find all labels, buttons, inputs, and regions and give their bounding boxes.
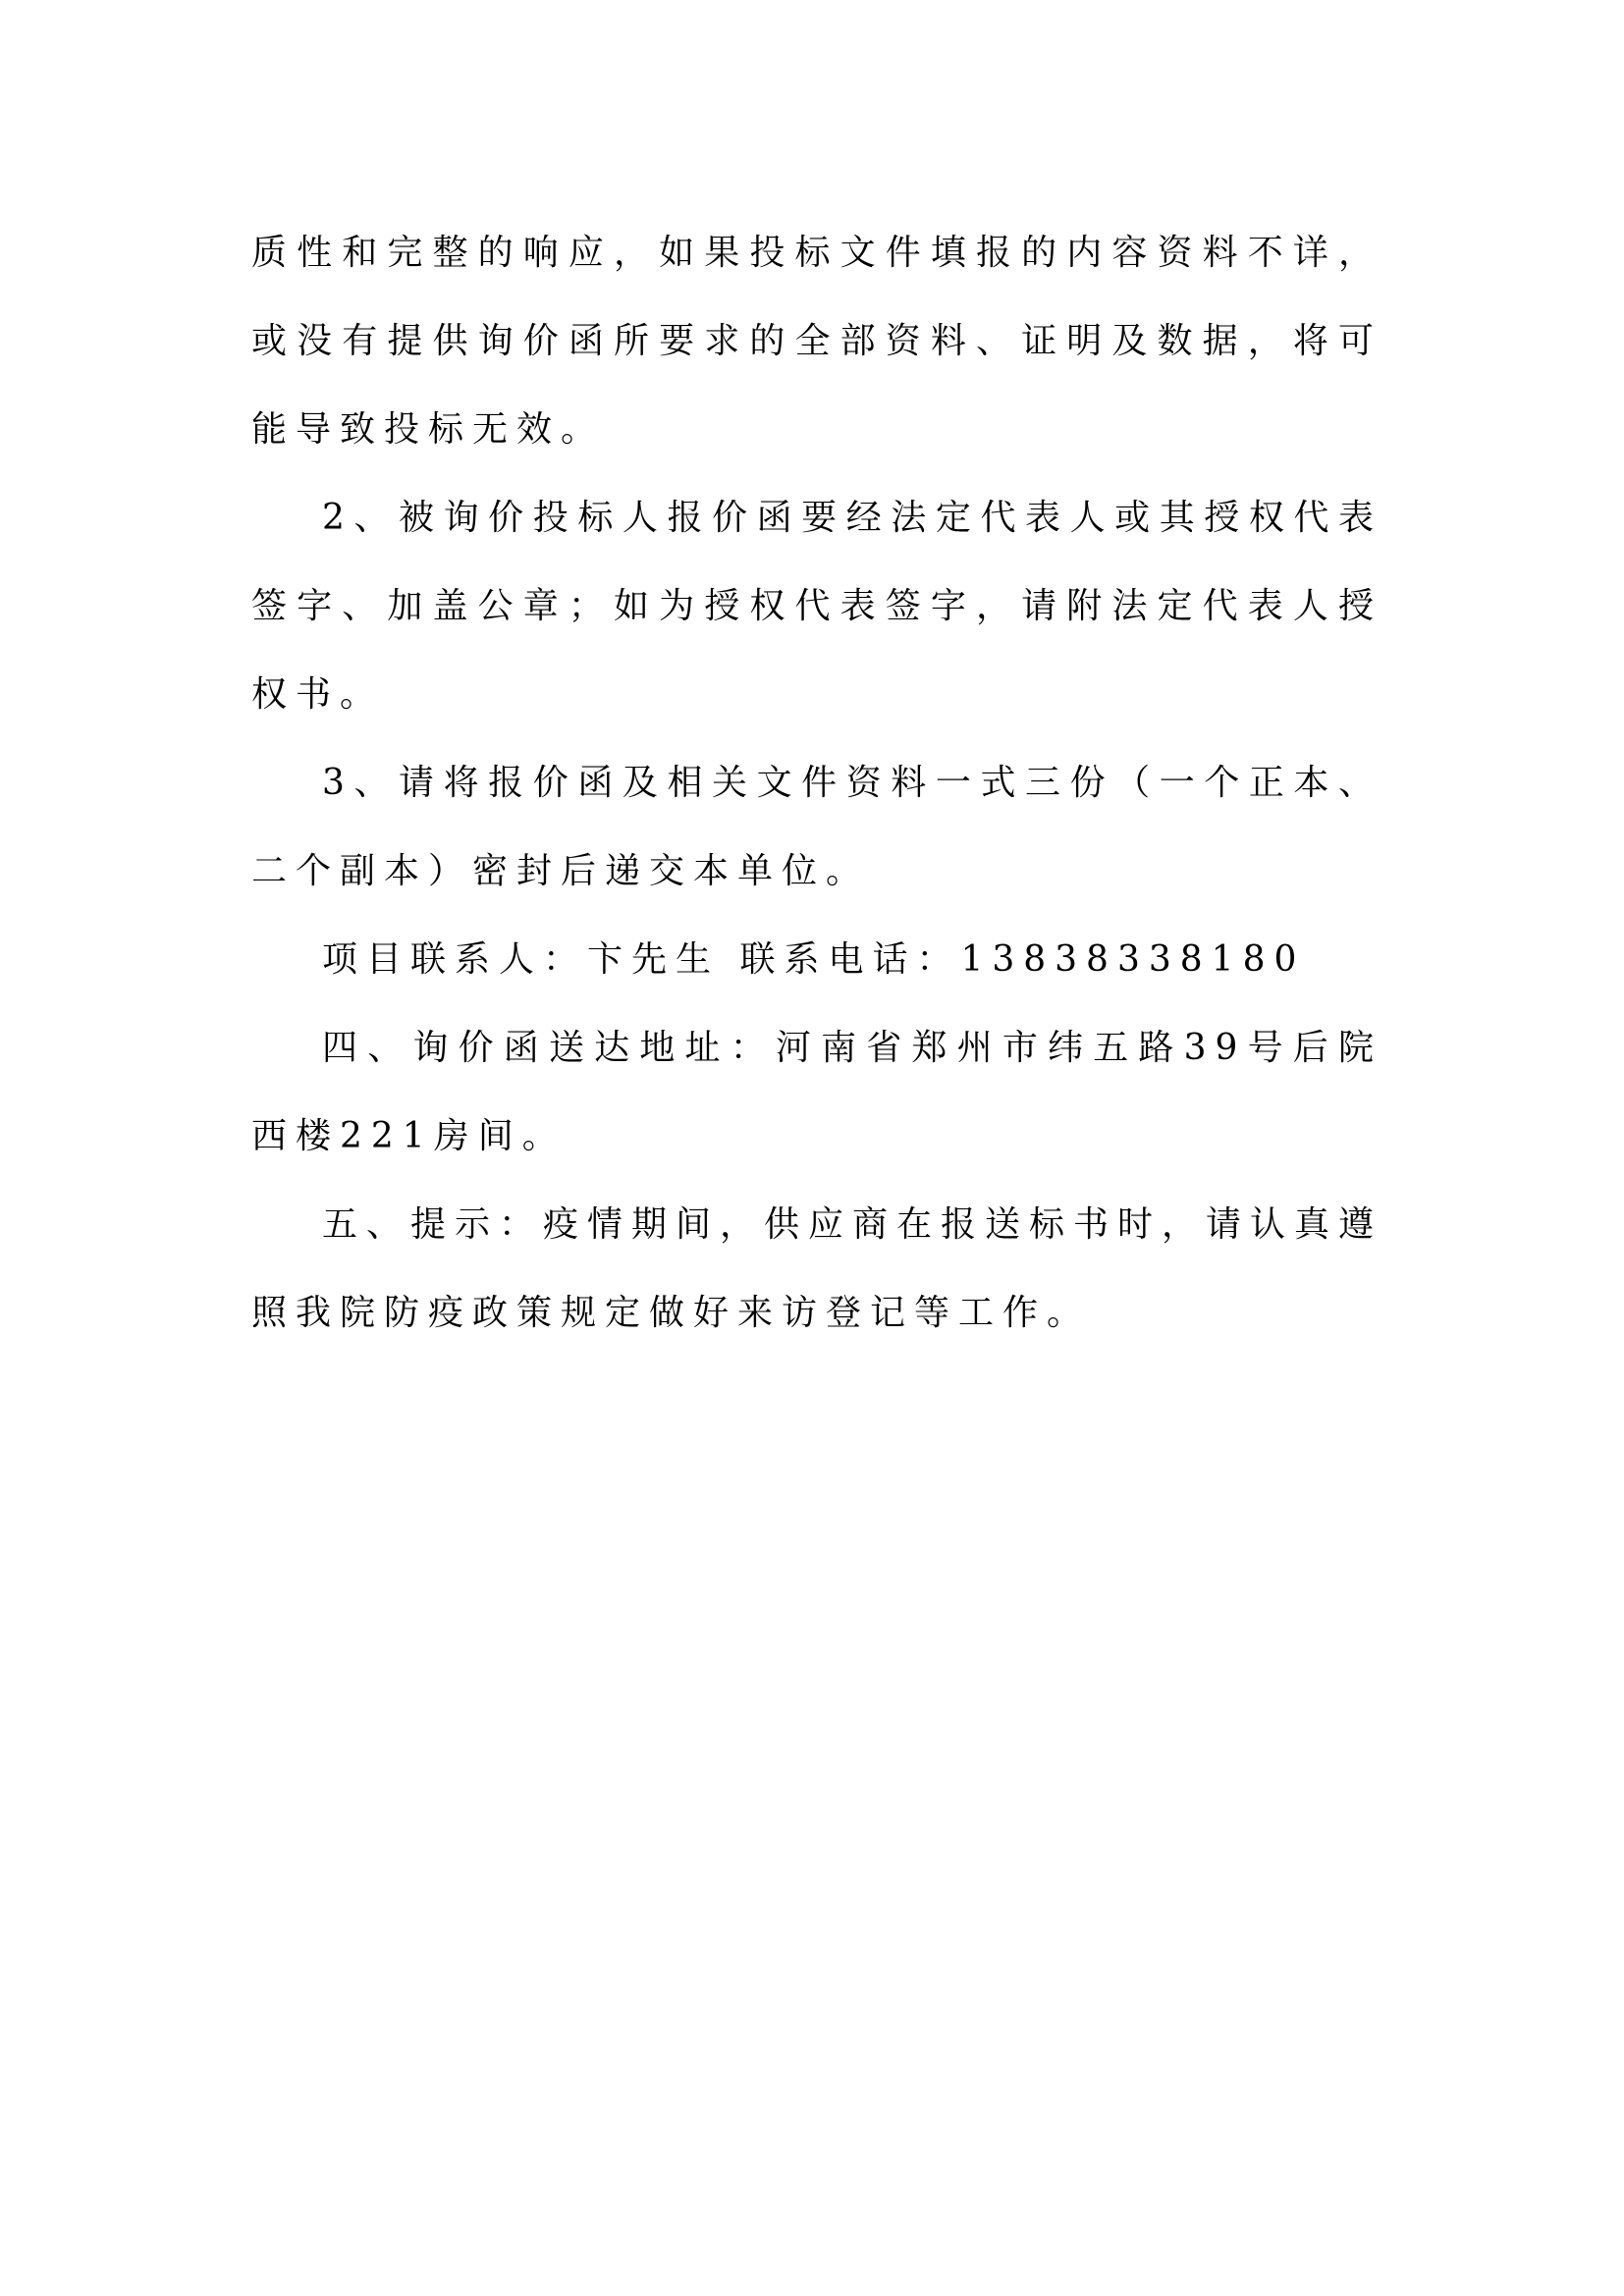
paragraph-notice: 五、提示：疫情期间，供应商在报送标书时，请认真遵照我院防疫政策规定做好来访登记等工作。: [251, 1204, 1383, 1333]
paragraph-address: 四、询价函送达地址：河南省郑州市纬五路39号后院西楼221房间。: [251, 1028, 1382, 1156]
paragraph-continuation: 质性和完整的响应，如果投标文件填报的内容资料不详，或没有提供询价函所要求的全部资料、证明及数据，将可能导致投标无效。: [251, 233, 1382, 450]
paragraph-contact: 项目联系人：卞先生 联系电话：13838338180: [322, 939, 1306, 980]
paragraph-signature-requirement: 2、被询价投标人报价函要经法定代表人或其授权代表签字、加盖公章；如为授权代表签字，请附法定代表人授权书。: [251, 498, 1382, 715]
paragraph-copies-requirement: 3、请将报价函及相关文件资料一式三份（一个正本、二个副本）密封后递交本单位。: [251, 763, 1382, 891]
document-body: [251, 209, 1382, 1358]
